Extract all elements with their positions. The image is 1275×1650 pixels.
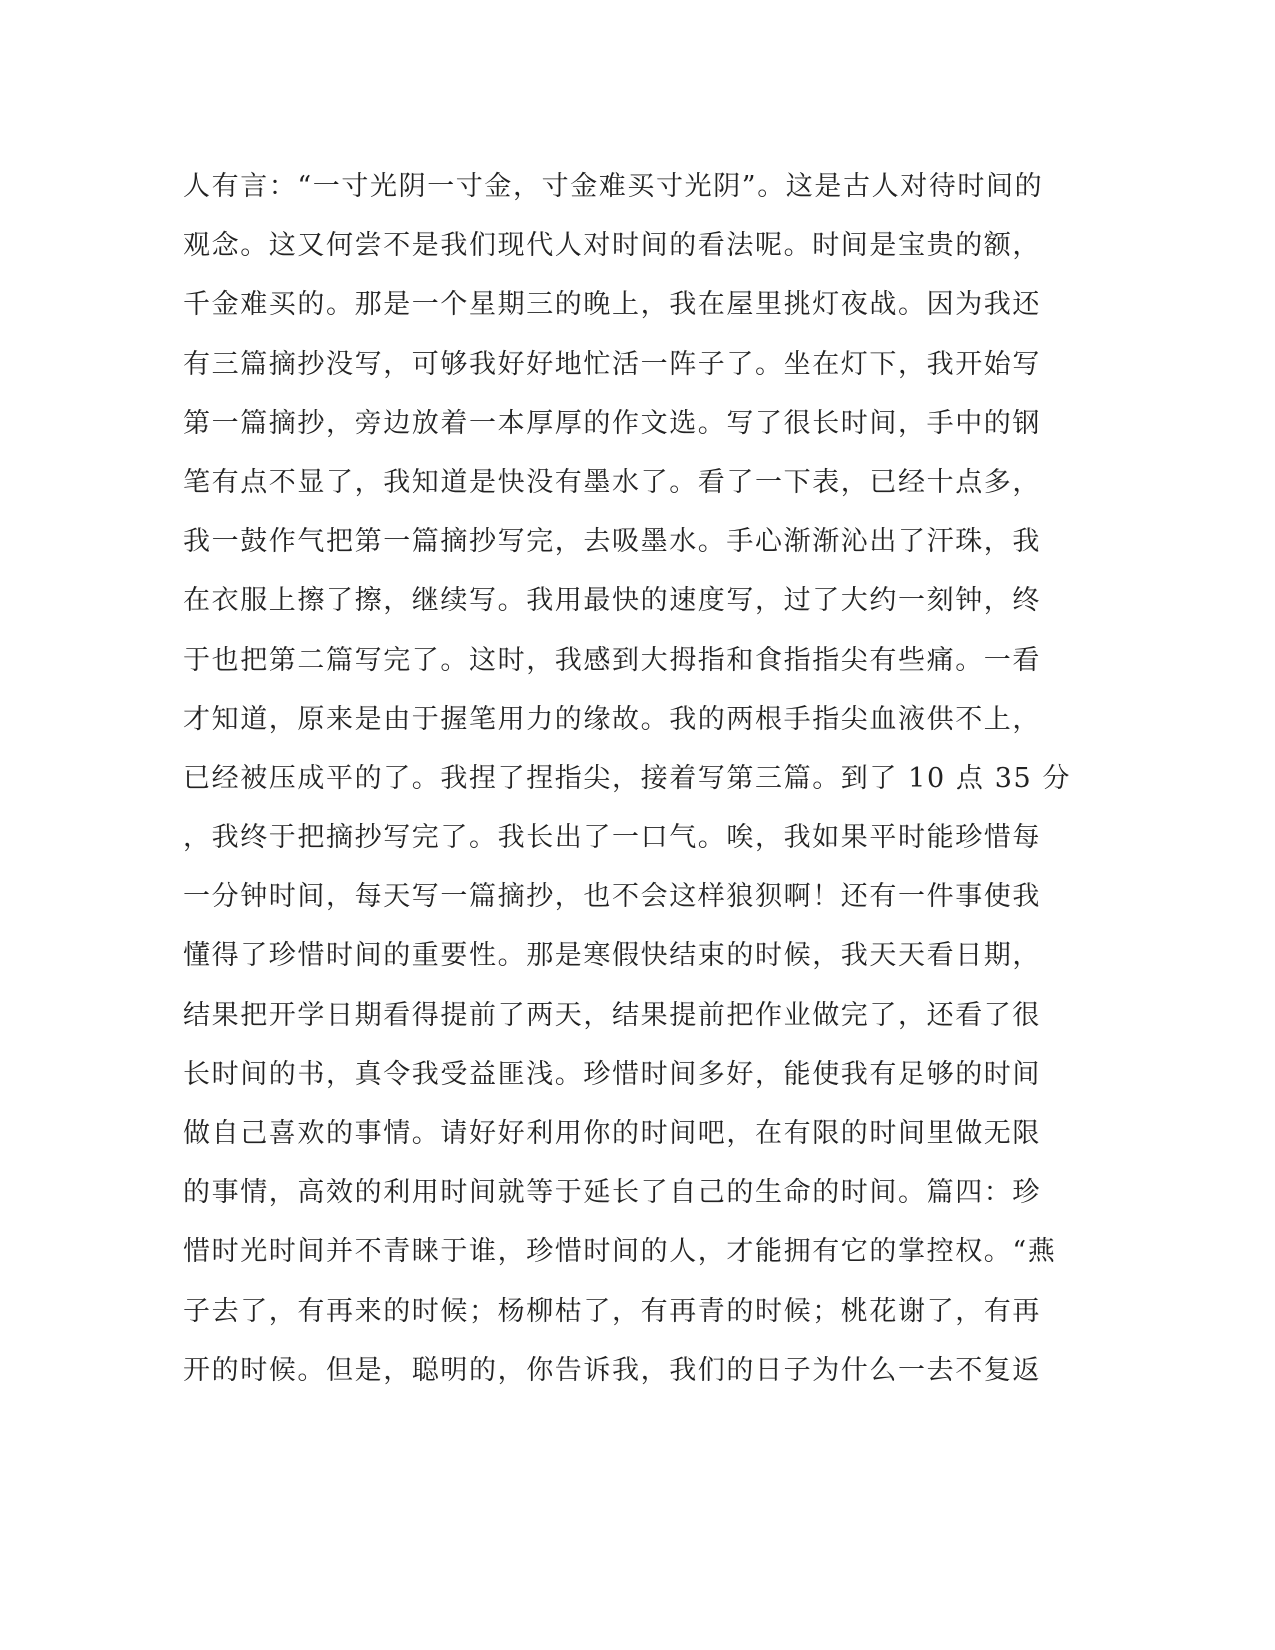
text-line-3: 千金难买的。那是一个星期三的晚上，我在屋里挑灯夜战。因为我还 [183,289,1041,321]
text-line-21: 开的时候。但是，聪明的，你告诉我，我们的日子为什么一去不复返 [183,1354,1041,1386]
text-line-9: 于也把第二篇写完了。这时，我感到大拇指和食指指尖有些痛。一看 [183,644,1041,676]
text-line-17: 做自己喜欢的事情。请好好利用你的时间吧，在有限的时间里做无限 [183,1118,1041,1149]
text-line-4: 有三篇摘抄没写，可够我好好地忙活一阵子了。坐在灯下，我开始写 [183,348,1041,380]
text-line-2: 观念。这又何尝不是我们现代人对时间的看法呢。时间是宝贵的额， [183,230,1041,262]
text-line-15: 结果把开学日期看得提前了两天，结果提前把作业做完了，还看了很 [183,999,1041,1031]
text-line-18: 的事情，高效的利用时间就等于延长了自己的生命的时间。篇四：珍 [183,1177,1041,1209]
text-line-10: 才知道，原来是由于握笔用力的缘故。我的两根手指尖血液供不上， [183,703,1041,735]
text-line-6: 笔有点不显了，我知道是快没有墨水了。看了一下表，已经十点多， [183,466,1041,498]
body-text [183,157,1072,1400]
text-line-19: 惜时光时间并不青睐于谁，珍惜时间的人，才能拥有它的掌控权。“燕 [183,1236,1057,1268]
text-line-11: 已经被压成平的了。我捏了捏指尖，接着写第三篇。到了 10 点 35 分 [183,762,1072,794]
text-line-12: ，我终于把摘抄写完了。我长出了一口气。唉，我如果平时能珍惜每 [183,822,1041,854]
text-line-5: 第一篇摘抄，旁边放着一本厚厚的作文选。写了很长时间，手中的钢 [183,407,1041,439]
text-line-14: 懂得了珍惜时间的重要性。那是寒假快结束的时候，我天天看日期， [183,940,1041,972]
text-line-16: 长时间的书，真令我受益匪浅。珍惜时间多好，能使我有足够的时间 [183,1058,1041,1090]
text-line-20: 子去了，有再来的时候；杨柳枯了，有再青的时候；桃花谢了，有再 [183,1295,1041,1327]
text-line-7: 我一鼓作气把第一篇摘抄写完，去吸墨水。手心渐渐沁出了汗珠，我 [183,526,1041,558]
text-line-1: 人有言：“一寸光阴一寸金，寸金难买寸光阴”。这是古人对待时间的 [183,171,1044,202]
text-line-13: 一分钟时间，每天写一篇摘抄，也不会这样狼狈啊！还有一件事使我 [183,881,1041,913]
text-line-8: 在衣服上擦了擦，继续写。我用最快的速度写，过了大约一刻钟，终 [183,585,1041,617]
